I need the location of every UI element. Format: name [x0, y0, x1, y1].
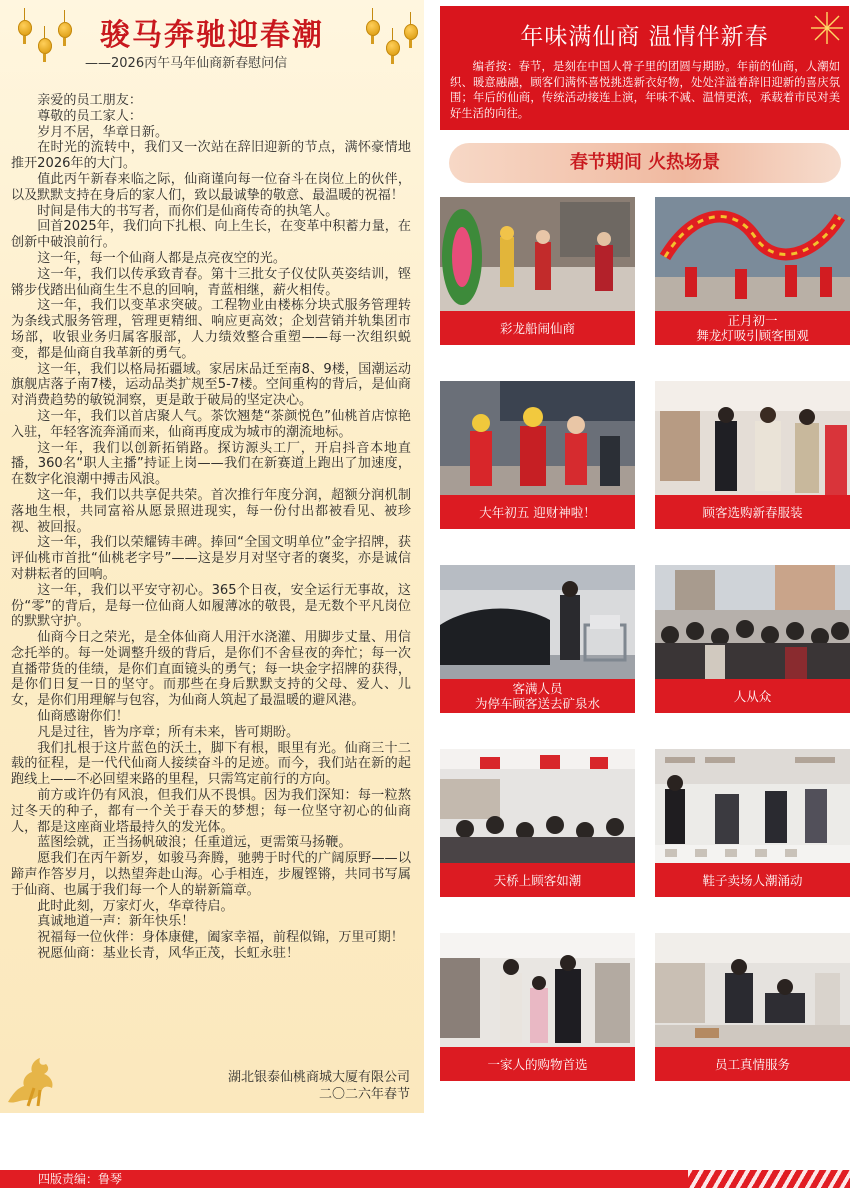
photo-card	[655, 933, 850, 1081]
photo-caption: 一家人的购物首选	[440, 1047, 635, 1081]
photo-card	[440, 749, 635, 897]
letter-paragraph: 蓝图绘就，正当扬帆破浪；任重道远，更需策马扬鞭。	[37, 835, 352, 851]
letter-title: 骏马奔驰迎春潮	[100, 18, 324, 53]
letter-paragraph: 前方或许仍有风浪，但我们从不畏惧。因为我们深知：每一粒熬过冬天的种子，都有一个关于春天的梦想；每一位坚守初心的仙商人，都是这座商业塔最持久的发光体。	[11, 788, 411, 835]
photo-card	[655, 749, 850, 897]
photo-caption: 正月初一 舞龙灯吸引顾客围观	[655, 311, 850, 345]
signature-date: 二〇二六年春节	[318, 1087, 410, 1102]
letter-paragraph: 仙商感谢你们！	[37, 709, 129, 725]
letter-signature	[228, 1069, 410, 1103]
editor-note	[450, 59, 840, 121]
letter-paragraph: 回首2025年，我们向下扎根、向上生长，在变革中积蓄力量，在创新中破浪前行。	[11, 219, 411, 251]
letter-paragraph: 这一年，我们以创新拓销路。探访源头工厂，开启抖音本地直播，360名“职人主播”持证上岗——我们在新赛道上跑出了加速度，在数字化浪潮中搏击风浪。	[11, 440, 411, 488]
photo-staff-service	[655, 933, 850, 1047]
letter-paragraph: 这一年，我们以格局拓疆域。家居床品迁至南8、9楼，国潮运动旗舰店落子南7楼，运动品类扩规至5-7楼。空间重构的背后，是仙商对消费趋势的敏锐洞察，更是敢于破局的坚定决心。	[11, 361, 411, 409]
letter-paragraph: 值此丙午新春来临之际，仙商谨向每一位奋斗在岗位上的伙伴，以及默默支持在身后的家人们，致以最诚挚的敬意、最温暖的祝福！	[11, 171, 411, 203]
letter-paragraph: 这一年，我们以首店聚人气。茶饮翘楚“茶颜悦色”仙桃首店惊艳入驻，年轻客流奔涌而来，仙商再度成为城市的潮流地标。	[11, 408, 411, 440]
letter-paragraph: 这一年，我们以变革求突破。工程物业由楼栋分块式服务管理转为条线式服务管理，管理更精细、响应更高效；企划营销并轨集团市场部，收银业务归属客服部，人力绩效整合重塑——每一次组织蜕变，都是仙商自我革新的勇气。	[11, 298, 411, 361]
photo-shoe-store	[655, 749, 850, 863]
letter-paragraph: 这一年，我们以共享促共荣。首次推行年度分润，超额分润机制落地生根，共同富裕从愿景照进现实，每一份付出都被看见、被珍视、被回报。	[11, 487, 411, 535]
letter-paragraph: 祝愿仙商：基业长青，风华正茂，长虹永驻！	[37, 946, 300, 962]
letter-paragraph: 这一年，每一个仙商人都是点亮夜空的光。	[37, 250, 286, 266]
letter-paragraph: 岁月不居，华章日新。	[37, 124, 169, 140]
letter-subtitle: ——2026丙午马年仙商新春慰问信	[85, 56, 288, 71]
letter-paragraph: 我们扎根于这片蓝色的沃土，脚下有根，眼里有光。仙商三十二载的征程，是一代代仙商人接续奋斗的足迹。而今，我们站在新的起跑线上——不必回望来路的里程，只需笃定前行的方向。	[11, 740, 411, 788]
photo-dragon-boat	[440, 197, 635, 311]
page-editor: 四版责编：鲁琴	[38, 1172, 123, 1186]
photo-caption: 客满人员 为停车顾客送去矿泉水	[440, 679, 635, 713]
photo-caption: 顾客选购新春服装	[655, 495, 850, 529]
photo-caption: 鞋子卖场人潮涌动	[655, 863, 850, 897]
photo-god-of-wealth	[440, 381, 635, 495]
photo-card	[440, 933, 635, 1081]
photo-card	[655, 197, 850, 345]
letter-body	[11, 93, 411, 962]
letter-paragraph: 仙商今日之荣光，是全体仙商人用汗水浇灌、用脚步丈量、用信念托举的。每一处调整升级的背后，是你们不舍昼夜的奔忙；每一次直播带货的佳绩，是你们直面镜头的勇气；每一块金字招牌的获得，是你们日复一日的坚守。而那些在身后默默支持的父母、爱人、儿女，是你们用理解与包容，为仙商人筑起了最温暖的避风港。	[11, 630, 411, 709]
letter-paragraph: 这一年，我们以传承致青春。第十三批女子仪仗队英姿结训，铿锵步伐踏出仙商生生不息的回响，青蓝相继，薪火相传。	[11, 266, 411, 298]
photo-caption: 大年初五 迎财神啦！	[440, 495, 635, 529]
photo-card	[440, 381, 635, 529]
letter-paragraph: 真诚地道一声：新年快乐！	[37, 914, 195, 930]
photo-caption: 彩龙船闹仙商	[440, 311, 635, 345]
letter-paragraph: 亲爱的员工朋友：	[37, 93, 142, 108]
photo-card	[440, 197, 635, 345]
photo-caption: 人从众	[655, 679, 850, 713]
footer-stripes	[688, 1170, 850, 1188]
photo-card	[655, 381, 850, 529]
photo-card	[655, 565, 850, 713]
banner-title: 年味满仙商 温情伴新春	[520, 24, 769, 50]
photo-dragon-dance	[655, 197, 850, 311]
new-year-letter	[0, 0, 424, 1113]
letter-paragraph: 这一年，我们以平安守初心。365个日夜，安全运行无事故，这份“零”的背后，是每一位仙商人如履薄冰的敬畏，是无数个平凡岗位的默默守护。	[11, 582, 411, 630]
section-title: 春节期间 火热场景	[449, 143, 841, 183]
letter-paragraph: 时间是伟大的书写者，而你们是仙商传奇的执笔人。	[37, 203, 339, 219]
letter-paragraph: 愿我们在丙午新岁，如骏马奔腾，驰骋于时代的广阔原野——以蹄声作答岁月，以热望奔赴山海。心手相连，步履铿锵，共同书写属于仙商、也属于我们每一个人的崭新篇章。	[11, 851, 411, 898]
letter-paragraph: 凡是过往，皆为序章；所有未来，皆可期盼。	[37, 724, 300, 740]
letter-paragraph: 尊敬的员工家人：	[37, 108, 142, 124]
golden-horse-icon	[4, 1052, 66, 1108]
photo-family-shopping	[440, 933, 635, 1047]
company-name: 湖北银泰仙桃商城大厦有限公司	[227, 1070, 410, 1085]
photo-caption: 天桥上顾客如潮	[440, 863, 635, 897]
editor-note-text: 编者按：春节，是刻在中国人骨子里的团圆与期盼。年前的仙商，人潮如织、暖意融融，顾客们满怀喜悦挑选新衣好物，处处洋溢着辞旧迎新的喜庆氛围；年后的仙商，传统活动接连上演，年味不减、温情更浓，承载着市民对美好生活的向往。	[450, 60, 840, 120]
letter-paragraph: 在时光的流转中，我们又一次站在辞旧迎新的节点，满怀豪情地推开2026年的大门。	[11, 140, 411, 172]
letter-paragraph: 这一年，我们以荣耀铸丰碑。捧回“全国文明单位”金字招牌，获评仙桃市首批“仙桃老字号”——这是岁月对坚守者的褒奖，亦是诚信对耕耘者的回响。	[11, 535, 411, 582]
photo-card	[440, 565, 635, 713]
photo-crowd	[655, 565, 850, 679]
photo-skybridge	[440, 749, 635, 863]
photo-clothing-shopping	[655, 381, 850, 495]
letter-paragraph: 祝福每一位伙伴：身体康健，阖家幸福，前程似锦，万里可期！	[37, 930, 404, 946]
photo-caption: 员工真情服务	[655, 1047, 850, 1081]
letter-paragraph: 此时此刻，万家灯火，华章待启。	[37, 898, 234, 914]
photo-parking-water	[440, 565, 635, 679]
editor-note-banner	[440, 6, 849, 130]
